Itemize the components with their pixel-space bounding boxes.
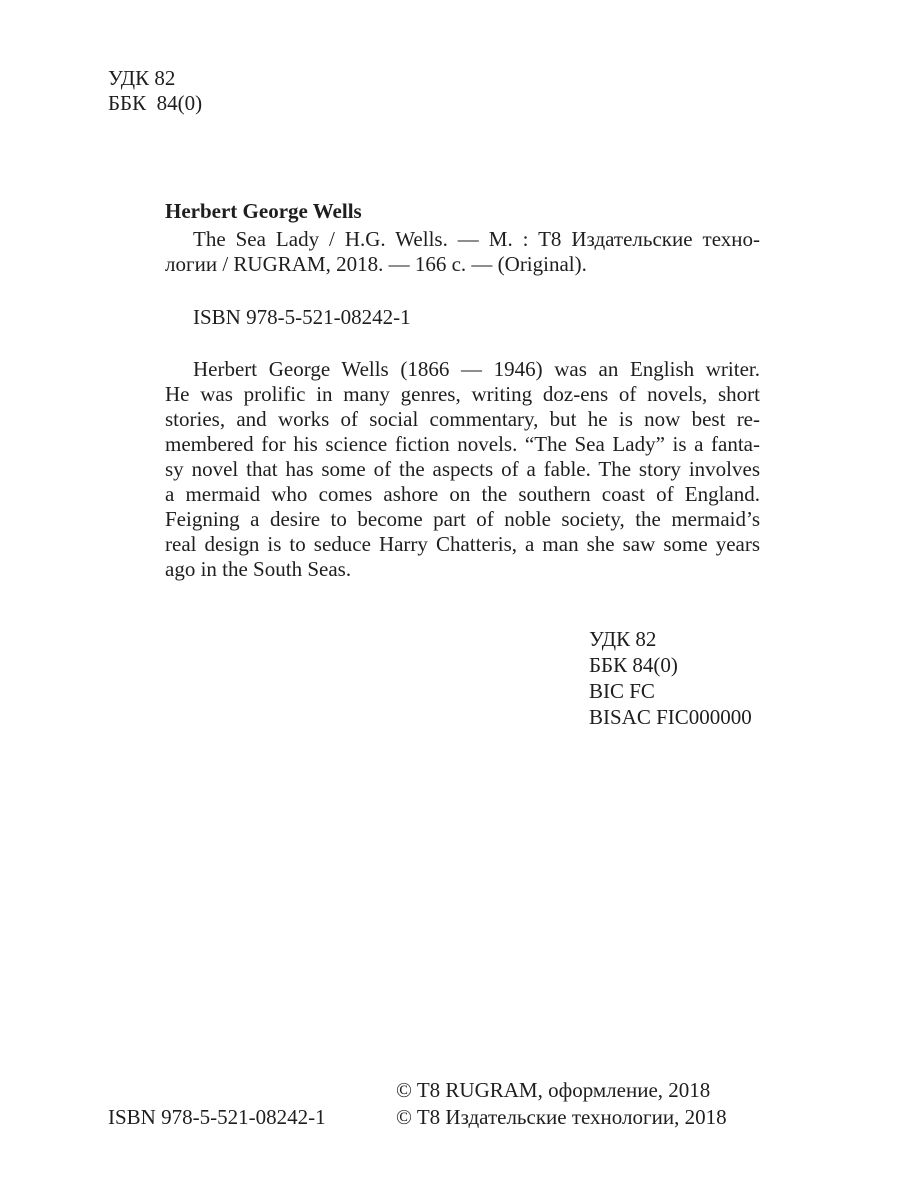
abstract-line: Feigning a desire to become part of noble society, the mermaid’s	[165, 507, 760, 531]
abstract-line: membered for his science fiction novels. “The Sea Lady” is a fanta-	[165, 432, 760, 456]
copyright-line: © T8 Издательские технологии, 2018	[396, 1105, 727, 1129]
copyright-block	[396, 1077, 727, 1131]
bibliographic-description	[165, 227, 760, 277]
abstract-line: ago in the South Seas.	[165, 557, 352, 581]
footer-isbn: ISBN 978-5-521-08242-1	[108, 1105, 326, 1129]
abstract-line: He was prolific in many genres, writing doz-ens of novels, short	[165, 382, 760, 406]
udk-code: УДК 82	[589, 627, 657, 651]
abstract-line: sy novel that has some of the aspects of a fable. The story involves	[165, 457, 760, 481]
copyright-line: © T8 RUGRAM, оформление, 2018	[396, 1078, 711, 1102]
isbn-entry: ISBN 978-5-521-08242-1	[193, 305, 411, 329]
udk-code: УДК 82	[108, 66, 176, 90]
abstract-line: a mermaid who comes ashore on the southern coast of England.	[165, 482, 760, 506]
author-name: Herbert George Wells	[165, 199, 362, 223]
abstract-line: real design is to seduce Harry Chatteris, a man she saw some years	[165, 532, 760, 556]
biblio-line: The Sea Lady / H.G. Wells. — M. : T8 Издательские техно-	[193, 227, 760, 251]
top-classification-codes	[108, 66, 202, 116]
bbk-code: ББК 84(0)	[108, 91, 203, 115]
abstract	[165, 357, 760, 582]
classification-codes	[589, 626, 752, 730]
bisac-code: BISAC FIC000000	[589, 705, 752, 729]
biblio-line: логии / RUGRAM, 2018. — 166 с. — (Original).	[165, 252, 587, 276]
abstract-line: Herbert George Wells (1866 — 1946) was an English writer.	[193, 357, 760, 381]
bbk-code: ББК 84(0)	[589, 653, 678, 677]
bic-code: BIC FC	[589, 679, 655, 703]
abstract-line: stories, and works of social commentary, but he is now best re-	[165, 407, 760, 431]
